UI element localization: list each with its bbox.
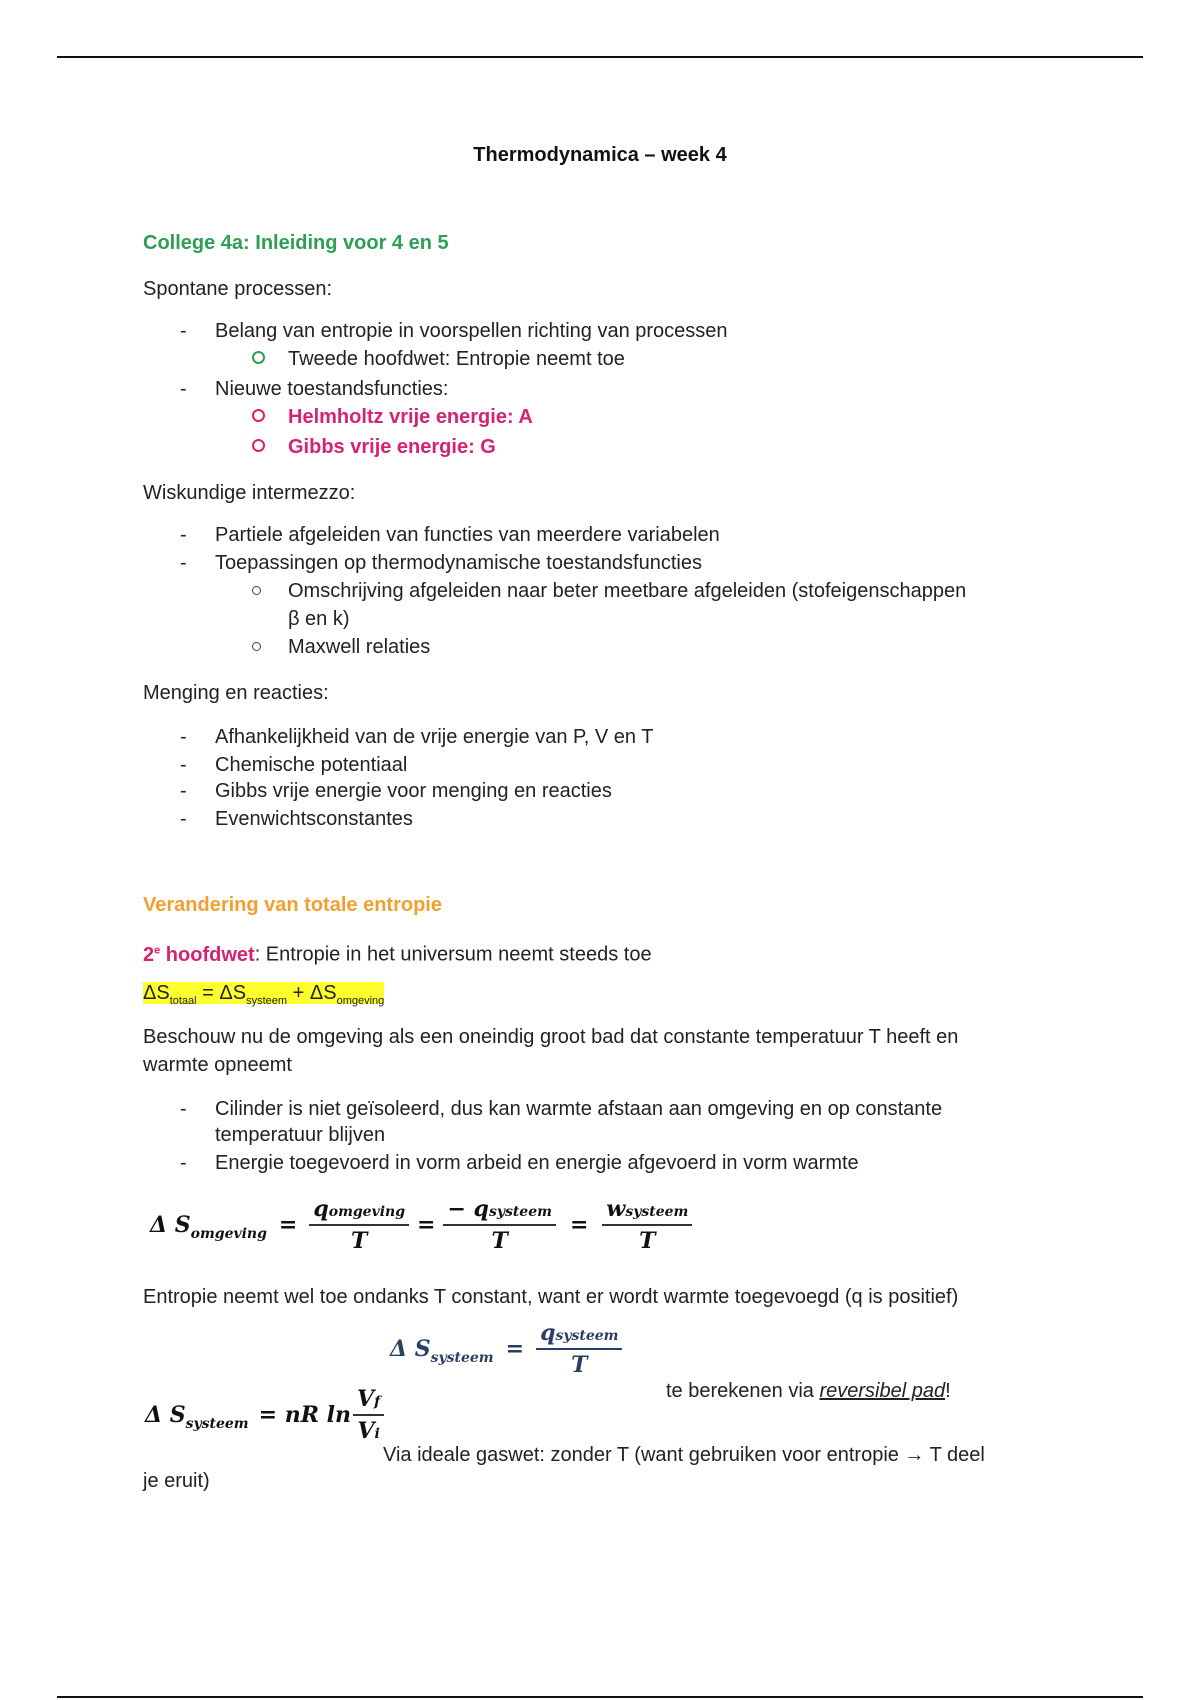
- list-subitem-gibbs: Gibbs vrije energie: G: [288, 436, 496, 458]
- entropy-sum-equation: $\Delta S_{totaal} = \Delta S_{systeem} + \Delta S_{omgeving}$: [143, 982, 385, 1007]
- bottom-rule: [57, 1696, 1143, 1698]
- circle-bullet-icon: [252, 404, 265, 430]
- dash-bullet: -: [180, 726, 187, 748]
- ideale-gaswet-note-continuation: je eruit): [143, 1470, 210, 1492]
- page-title: Thermodynamica – week 4: [473, 144, 727, 166]
- top-rule: [57, 56, 1143, 58]
- dash-bullet: -: [180, 552, 187, 574]
- list-item: Toepassingen op thermodynamische toestandsfuncties: [215, 552, 702, 574]
- section-heading-college-4a: College 4a: Inleiding voor 4 en 5: [143, 232, 449, 254]
- list-subitem: Tweede hoofdwet: Entropie neemt toe: [288, 348, 625, 370]
- dash-bullet: -: [180, 808, 187, 830]
- formula-nrln-vf-vi: Δ S systeem = nR ln $\frac{Vf}{Vi}$: [145, 1386, 384, 1444]
- circle-bullet-icon: [252, 634, 261, 660]
- label-menging-en-reacties: Menging en reacties:: [143, 682, 329, 704]
- circle-bullet-icon: [252, 578, 261, 604]
- list-item: Afhankelijkheid van de vrije energie van P, V en T: [215, 726, 654, 748]
- section-heading-totale-entropie: Verandering van totale entropie: [143, 894, 442, 916]
- paragraph-omgeving-continuation: warmte opneemt: [143, 1054, 292, 1076]
- second-law-label: 2e hoofdwet: [143, 943, 255, 966]
- list-item: Partiele afgeleiden van functies van meerdere variabelen: [215, 524, 720, 546]
- dash-bullet: -: [180, 1152, 187, 1174]
- list-subitem: Maxwell relaties: [288, 636, 431, 658]
- list-item-continuation: temperatuur blijven: [215, 1124, 386, 1146]
- list-item: Cilinder is niet geïsoleerd, dus kan warmte afstaan aan omgeving en op constante: [215, 1098, 943, 1120]
- list-item: Nieuwe toestandsfuncties:: [215, 378, 449, 400]
- label-spontane-processen: Spontane processen:: [143, 278, 333, 300]
- dash-bullet: -: [180, 524, 187, 546]
- circle-bullet-icon: [252, 434, 265, 460]
- dash-bullet: -: [180, 780, 187, 802]
- second-law-line: [143, 937, 652, 968]
- circle-bullet-icon: [252, 346, 265, 372]
- dash-bullet: -: [180, 320, 187, 342]
- list-subitem-continuation: β en k): [288, 608, 350, 630]
- list-item: Belang van entropie in voorspellen richting van processen: [215, 320, 728, 342]
- second-law-text: : Entropie in het universum neemt steeds toe: [254, 943, 652, 966]
- dash-bullet: -: [180, 754, 187, 776]
- label-wiskundige-intermezzo: Wiskundige intermezzo:: [143, 482, 356, 504]
- dash-bullet: -: [180, 1098, 187, 1120]
- list-subitem-helmholtz: Helmholtz vrije energie: A: [288, 406, 533, 428]
- reversibel-pad-link: reversibel pad: [819, 1380, 946, 1402]
- ideale-gaswet-note: Via ideale gaswet: zonder T (want gebruiken voor entropie → T deel: [383, 1444, 985, 1466]
- list-item: Energie toegevoerd in vorm arbeid en energie afgevoerd in vorm warmte: [215, 1152, 859, 1174]
- list-item: Chemische potentiaal: [215, 754, 408, 776]
- formula-delta-s-systeem: Δ S systeem = $\frac{\text{qsysteem}}{T}$: [390, 1320, 622, 1378]
- reversibel-pad-note: te berekenen via reversibel pad!: [666, 1380, 951, 1402]
- list-item: Gibbs vrije energie voor menging en reacties: [215, 780, 612, 802]
- list-item: Evenwichtsconstantes: [215, 808, 413, 830]
- list-subitem: Omschrijving afgeleiden naar beter meetbare afgeleiden (stofeigenschappen: [288, 580, 967, 602]
- paragraph-entropie-neemt-toe: Entropie neemt wel toe ondanks T constant, want er wordt warmte toegevoegd (q is positief): [143, 1286, 959, 1308]
- paragraph-omgeving: Beschouw nu de omgeving als een oneindig groot bad dat constante temperatuur T heeft en: [143, 1026, 959, 1048]
- dash-bullet: -: [180, 378, 187, 400]
- formula-delta-s-omgeving: Δ S omgeving = $\frac{\text{qomgeving}}{T}$ = $\frac{\text{− qsysteem}}{T}$ = $\frac{\text{wsysteem}}{T}$: [150, 1196, 692, 1254]
